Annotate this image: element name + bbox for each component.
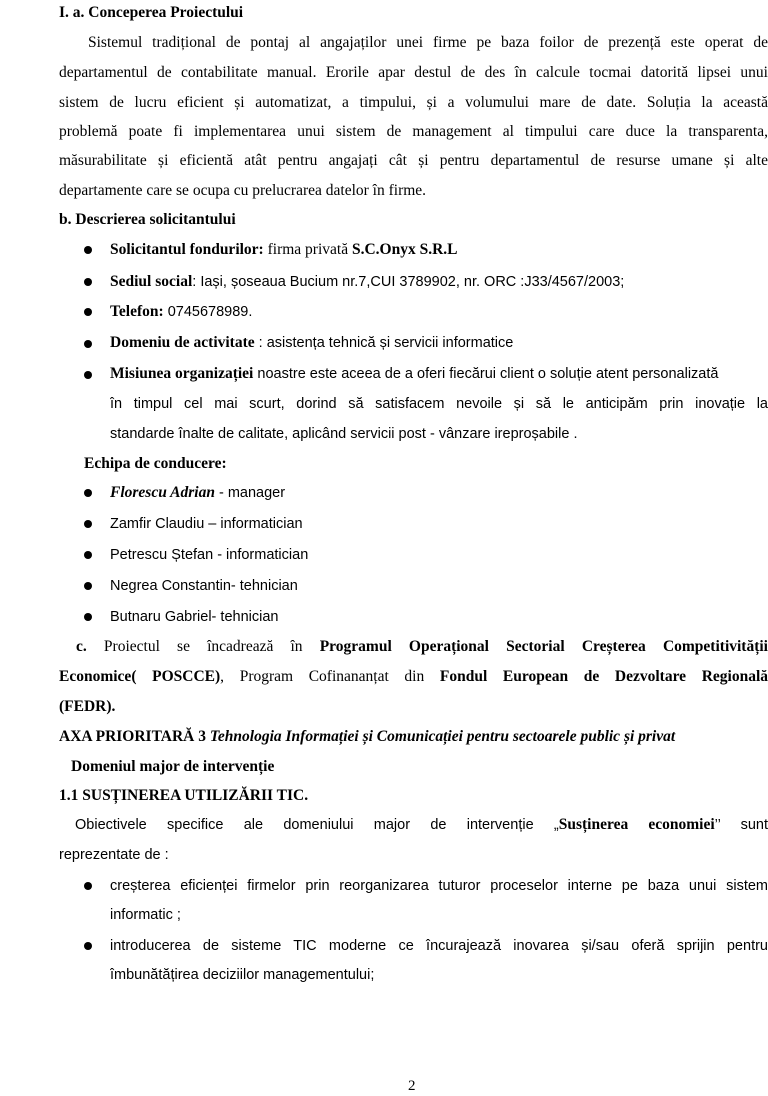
program-acronym: Economice( POSCCE): [59, 668, 221, 685]
list-item: [110, 240, 768, 260]
item-text: firma privată: [263, 241, 352, 258]
bullet-icon: [84, 308, 92, 316]
team-member: Negrea Constantin- tehnician: [110, 578, 298, 594]
team-member: Petrescu Ștefan - informatician: [110, 547, 309, 563]
item-label: Misiunea organizației: [110, 365, 254, 382]
objectives-line: [75, 815, 768, 835]
item-text: noastre este aceea de a oferi fiecărui client o soluție atent personalizată: [253, 366, 719, 382]
bullet-icon: [84, 942, 92, 950]
objective-item-continuation: îmbunătățirea deciziilor managementului;: [110, 967, 375, 983]
paragraph-line: departamente care se ocupa cu prelucrarea datelor în firme.: [59, 182, 427, 199]
item-text: : Iași, șoseaua Bucium nr.7,CUI 3789902, nr. ORC :J33/4567/2003;: [192, 274, 625, 290]
section-c-line: [76, 637, 768, 657]
member-role: - manager: [214, 485, 286, 501]
paragraph-line: Sistemul tradițional de pontaj al angajaților unei firme pe baza foilor de prezență este operat de: [88, 34, 768, 51]
item-label: Sediul social: [110, 273, 193, 290]
bullet-icon: [84, 551, 92, 559]
objective-item-continuation: informatic ;: [110, 907, 181, 923]
item-label: Telefon:: [110, 303, 164, 320]
bullet-icon: [84, 278, 92, 286]
team-member: Butnaru Gabriel- tehnician: [110, 609, 279, 625]
bullet-icon: [84, 520, 92, 528]
bullet-icon: [84, 340, 92, 348]
bullet-icon: [84, 882, 92, 890]
text-span: , Program Cofinananțat din: [220, 668, 440, 685]
member-name: Florescu Adrian: [110, 484, 215, 501]
paragraph-line: sistem de lucru eficient și automatizat, a timpului, și a volumului mare de date. Soluția la această: [59, 94, 768, 111]
section-b-heading: b. Descrierea solicitantului: [59, 211, 236, 228]
team-member: Zamfir Claudiu – informatician: [110, 516, 303, 532]
paragraph-line: departamentul de contabilitate manual. Erorile apar destul de des în calcule tocmai datorită lipsei unui: [59, 64, 768, 81]
bullet-icon: [84, 582, 92, 590]
bullet-icon: [84, 371, 92, 379]
text-span: ’’ sunt: [714, 817, 768, 833]
axa-title: Tehnologia Informației și Comunicației pentru sectoarele public și privat: [209, 728, 676, 745]
objective-item: introducerea de sisteme TIC moderne ce încurajează inovarea și/sau oferă sprijin pentru: [110, 938, 768, 954]
text-span: Obiectivele specifice ale domeniului major de intervenție „: [75, 817, 559, 833]
paragraph-line: problemă poate fi implementarea unui sistem de management al timpului care duce la transparenta,: [59, 123, 768, 140]
item-text: : asistența tehnică și servicii informatice: [254, 335, 514, 351]
axa-line: [59, 727, 768, 747]
list-item: [110, 272, 768, 292]
bullet-icon: [84, 246, 92, 254]
section-a-heading: I. a. Conceperea Proiectului: [59, 4, 244, 21]
list-item-continuation: în timpul cel mai scurt, dorind să satisfacem nevoile și să le anticipăm prin inovație la: [110, 396, 768, 412]
domain-name: Susținerea economiei: [558, 816, 715, 833]
bullet-icon: [84, 613, 92, 621]
program-name: Programul Operațional Sectorial Creșterea Competitivității: [319, 638, 768, 655]
subheading: 1.1 SUSȚINEREA UTILIZĂRII TIC.: [59, 787, 309, 804]
list-item: [110, 333, 768, 353]
paragraph-line: măsurabilitate și eficientă atât pentru angajați cât și pentru departamentul de resurse umane și alte: [59, 152, 768, 169]
section-c-line: (FEDR).: [59, 698, 116, 715]
team-member: [110, 483, 768, 503]
domeniu-heading: Domeniul major de intervenție: [71, 758, 275, 775]
axa-label: AXA PRIORITARĂ 3: [59, 728, 210, 745]
fund-name: Fondul European de Dezvoltare Regională: [439, 668, 768, 685]
bullet-icon: [84, 489, 92, 497]
text-span: Proiectul se încadrează în: [86, 638, 320, 655]
team-heading: Echipa de conducere:: [84, 455, 227, 472]
company-name: S.C.Onyx S.R.L: [351, 241, 458, 258]
section-c-line: [59, 667, 768, 687]
list-item: [110, 302, 768, 322]
item-text: 0745678989.: [163, 304, 253, 320]
list-item-continuation: standarde înalte de calitate, aplicând servicii post - vânzare ireproșabile .: [110, 426, 578, 442]
objectives-line: reprezentate de :: [59, 847, 169, 863]
objective-item: creșterea eficienței firmelor prin reorganizarea tuturor proceselor interne pe baza unui sistem: [110, 878, 768, 894]
page-number: 2: [408, 1078, 416, 1094]
section-c-label: c.: [76, 638, 87, 655]
item-label: Solicitantul fondurilor:: [110, 241, 264, 258]
list-item: [110, 364, 768, 384]
item-label: Domeniu de activitate: [110, 334, 255, 351]
